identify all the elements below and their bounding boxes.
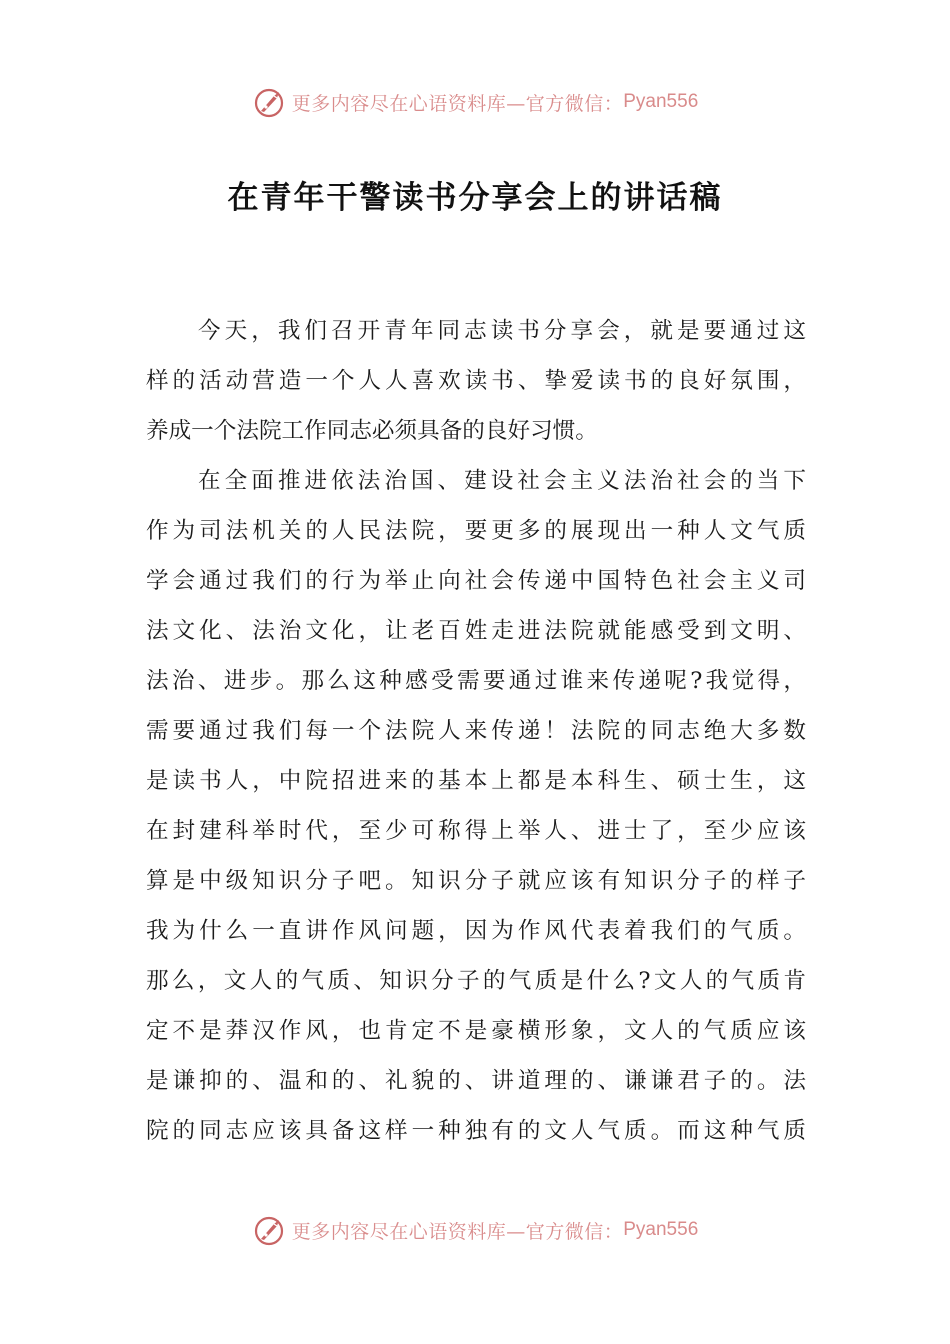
paragraph-2-line-14: 院的同志应该具备这样一种独有的文人气质。而这种气质	[146, 1118, 806, 1144]
header-banner	[0, 80, 950, 124]
document-body	[146, 306, 806, 1156]
footer-banner-handle: Pyan556	[623, 1219, 699, 1240]
paragraph-2-line-5: 法治、进步。那么这种感受需要通过谁来传递呢?我觉得，	[146, 668, 806, 694]
paragraph-1-line-2: 样的活动营造一个人人喜欢读书、挚爱读书的良好氛围，	[146, 368, 806, 394]
paragraph-2-line-9: 算是中级知识分子吧。知识分子就应该有知识分子的样子	[146, 868, 806, 894]
paragraph-2-line-2: 作为司法机关的人民法院，要更多的展现出一种人文气质	[146, 518, 806, 544]
paragraph-2-line-10: 我为什么一直讲作风问题，因为作风代表着我们的气质。	[146, 918, 806, 944]
header-banner-text: 更多内容尽在心语资料库—官方微信：	[291, 92, 624, 115]
paragraph-1-line-3: 养成一个法院工作同志必须具备的良好习惯。	[146, 418, 598, 444]
document-title: 在青年干警读书分享会上的讲话稿	[227, 180, 723, 216]
paragraph-2-line-3: 学会通过我们的行为举止向社会传递中国特色社会主义司	[146, 568, 806, 594]
paragraph-2-line-12: 定不是莽汉作风，也肯定不是豪横形象，文人的气质应该	[146, 1018, 806, 1044]
paragraph-2-line-13: 是谦抑的、温和的、礼貌的、讲道理的、谦谦君子的。法	[146, 1068, 806, 1094]
fountain-pen-logo-icon	[252, 84, 288, 120]
paragraph-2-line-7: 是读书人，中院招进来的基本上都是本科生、硕士生，这	[146, 768, 806, 794]
paragraph-2-line-6: 需要通过我们每一个法院人来传递！法院的同志绝大多数	[146, 718, 806, 744]
paragraph-2-line-1: 在全面推进依法治国、建设社会主义法治社会的当下	[198, 468, 806, 494]
paragraph-2-line-4: 法文化、法治文化，让老百姓走进法院就能感受到文明、	[146, 618, 806, 644]
paragraph-1-line-1: 今天，我们召开青年同志读书分享会，就是要通过这	[198, 318, 806, 344]
footer-banner-text: 更多内容尽在心语资料库—官方微信：	[291, 1220, 624, 1243]
footer-banner	[0, 1208, 950, 1252]
fountain-pen-logo-icon	[252, 1212, 288, 1248]
paragraph-2-line-11: 那么，文人的气质、知识分子的气质是什么?文人的气质肯	[146, 968, 806, 994]
paragraph-2-line-8: 在封建科举时代，至少可称得上举人、进士了，至少应该	[146, 818, 806, 844]
header-banner-handle: Pyan556	[623, 91, 699, 112]
